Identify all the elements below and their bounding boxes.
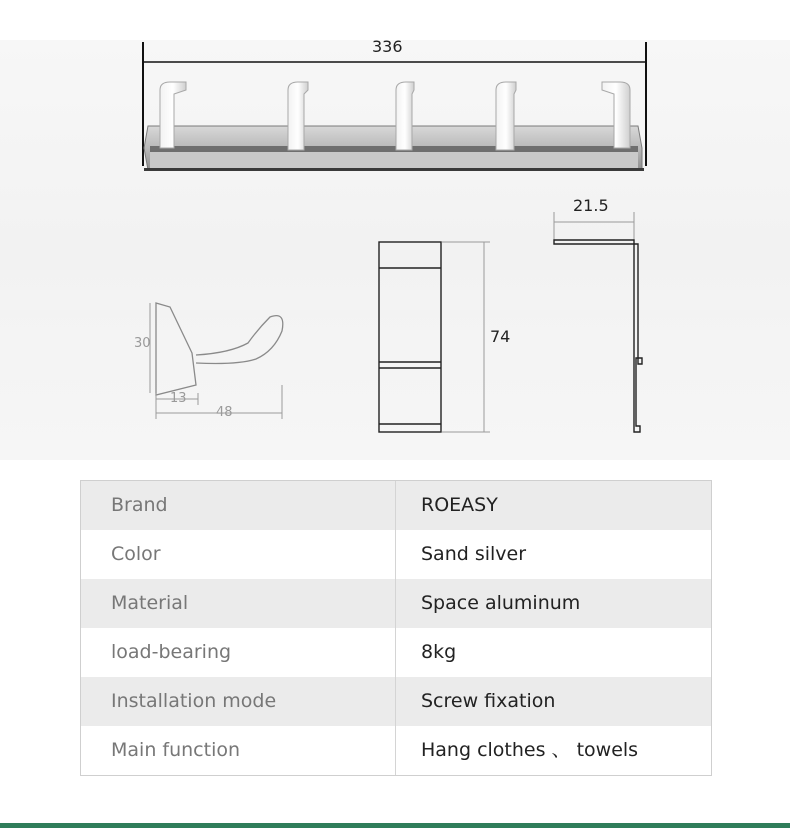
spec-value: ROEASY — [421, 494, 498, 516]
column-divider — [395, 481, 396, 775]
overall-length-label: 336 — [372, 37, 403, 56]
bottom-accent-rule — [0, 823, 790, 828]
spec-row-main-function — [81, 726, 711, 775]
spec-row-brand — [81, 481, 711, 530]
hook-side-height-label: 30 — [134, 336, 151, 351]
spec-value: Hang clothes 、 towels — [421, 739, 639, 761]
spec-value: 8kg — [421, 641, 457, 663]
spec-label: Color — [111, 543, 161, 565]
hook-side-drawing — [130, 295, 290, 425]
spec-value: Space aluminum — [421, 592, 581, 614]
spec-row-installation-mode — [81, 677, 711, 726]
hook-front-drawing — [374, 238, 498, 438]
spec-label: Installation mode — [111, 690, 277, 712]
profile-section-drawing — [548, 208, 648, 438]
spec-value: Sand silver — [421, 543, 527, 565]
spec-label: Main function — [111, 739, 241, 761]
spec-row-load-bearing — [81, 628, 711, 677]
spec-label: Material — [111, 592, 189, 614]
hook-total-length-label: 48 — [216, 405, 233, 420]
spec-label: load-bearing — [111, 641, 232, 663]
spec-value: Screw fixation — [421, 690, 556, 712]
hook-height-label: 74 — [490, 327, 511, 346]
spec-row-material — [81, 579, 711, 628]
rack-front-drawing — [130, 38, 660, 178]
spec-label: Brand — [111, 494, 168, 516]
spec-row-color — [81, 530, 711, 579]
spec-table — [80, 480, 712, 776]
profile-depth-label: 21.5 — [573, 196, 609, 215]
hook-base-width-label: 13 — [170, 391, 187, 406]
